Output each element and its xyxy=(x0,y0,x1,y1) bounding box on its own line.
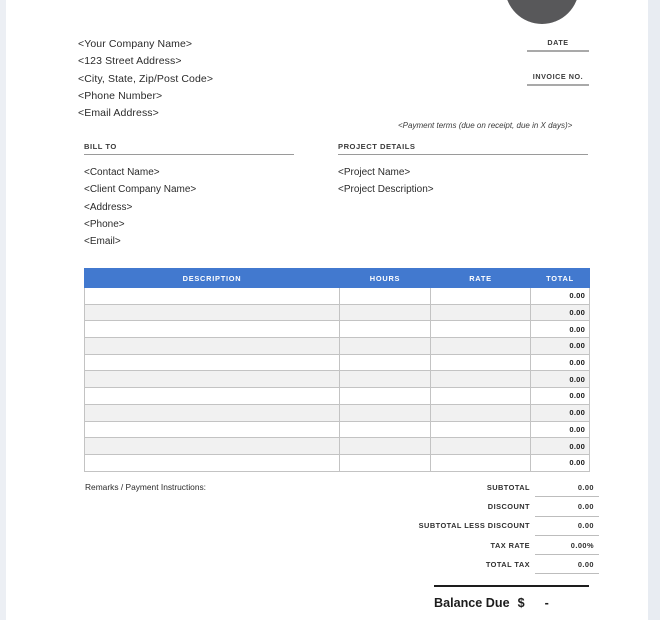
balance-due-row xyxy=(434,596,589,610)
line-item-hours[interactable] xyxy=(340,388,431,405)
balance-due-divider xyxy=(434,585,589,587)
bill-to-header: BILL TO xyxy=(84,142,117,151)
line-item-hours[interactable] xyxy=(340,338,431,355)
totals-label: SUBTOTAL xyxy=(486,482,530,492)
line-item-total[interactable]: 0.00 xyxy=(531,304,590,321)
invoice-number-label: INVOICE NO. xyxy=(532,72,584,81)
totals-row xyxy=(389,516,599,535)
line-item-rate[interactable] xyxy=(431,321,531,338)
line-item-total[interactable]: 0.00 xyxy=(531,371,590,388)
line-item-total[interactable]: 0.00 xyxy=(531,338,590,355)
line-item-total[interactable]: 0.00 xyxy=(531,388,590,405)
table-row xyxy=(85,438,590,455)
company-phone: <Phone Number> xyxy=(78,89,163,102)
company-street: <123 Street Address> xyxy=(78,55,182,68)
column-header-hours: HOURS xyxy=(340,269,431,288)
project-details-header: PROJECT DETAILS xyxy=(338,142,416,151)
line-item-rate[interactable] xyxy=(431,388,531,405)
line-item-total[interactable]: 0.00 xyxy=(531,321,590,338)
totals-label: TAX RATE xyxy=(490,540,530,550)
invoice-document xyxy=(6,0,648,620)
date-underline xyxy=(527,50,589,52)
totals-value[interactable]: 0.00 xyxy=(535,478,599,497)
payment-terms-text: <Payment terms (due on receipt, due in X days)> xyxy=(398,121,573,130)
line-item-description[interactable] xyxy=(85,338,340,355)
line-item-hours[interactable] xyxy=(340,438,431,455)
totals-row xyxy=(389,535,599,554)
table-row xyxy=(85,338,590,355)
line-item-total[interactable]: 0.00 xyxy=(531,438,590,455)
line-item-total[interactable]: 0.00 xyxy=(531,404,590,421)
line-item-description[interactable] xyxy=(85,288,340,305)
totals-row xyxy=(389,497,599,516)
line-item-rate[interactable] xyxy=(431,404,531,421)
table-row xyxy=(85,404,590,421)
project-details-divider xyxy=(338,154,588,155)
balance-due-value: - xyxy=(544,596,549,610)
bill-to-divider xyxy=(84,154,294,155)
table-row xyxy=(85,371,590,388)
column-header-description: DESCRIPTION xyxy=(85,269,340,288)
line-item-description[interactable] xyxy=(85,438,340,455)
company-logo-placeholder-icon xyxy=(505,0,579,24)
project-name: <Project Name> xyxy=(338,167,411,178)
balance-due-currency: $ xyxy=(517,596,525,610)
totals-value[interactable]: 0.00% xyxy=(535,535,599,554)
line-item-rate[interactable] xyxy=(431,304,531,321)
company-city-state-zip: <City, State, Zip/Post Code> xyxy=(78,72,214,85)
company-address-block xyxy=(78,36,213,122)
bill-to-client-company: <Client Company Name> xyxy=(84,184,197,196)
line-item-hours[interactable] xyxy=(340,421,431,438)
bill-to-contact-name: <Contact Name> xyxy=(84,167,160,178)
line-items-header-row xyxy=(85,269,590,288)
table-row xyxy=(85,421,590,438)
line-item-rate[interactable] xyxy=(431,354,531,371)
line-item-rate[interactable] xyxy=(431,371,531,388)
line-item-hours[interactable] xyxy=(340,321,431,338)
line-items-table xyxy=(84,268,590,472)
totals-row xyxy=(389,555,599,574)
company-name: <Your Company Name> xyxy=(78,38,193,50)
column-header-rate: RATE xyxy=(431,269,531,288)
line-item-description[interactable] xyxy=(85,421,340,438)
table-row xyxy=(85,388,590,405)
totals-table xyxy=(389,478,599,574)
line-item-rate[interactable] xyxy=(431,288,531,305)
project-description: <Project Description> xyxy=(338,184,434,196)
table-row xyxy=(85,304,590,321)
page-right-margin xyxy=(648,0,660,620)
line-item-rate[interactable] xyxy=(431,338,531,355)
bill-to-lines xyxy=(84,164,294,250)
totals-label: SUBTOTAL LESS DISCOUNT xyxy=(418,521,530,531)
line-item-description[interactable] xyxy=(85,454,340,471)
totals-row xyxy=(389,478,599,497)
totals-value[interactable]: 0.00 xyxy=(535,497,599,516)
line-item-hours[interactable] xyxy=(340,404,431,421)
project-details-lines xyxy=(338,164,588,199)
date-field[interactable] xyxy=(527,38,589,52)
line-item-total[interactable]: 0.00 xyxy=(531,354,590,371)
line-item-hours[interactable] xyxy=(340,288,431,305)
table-row xyxy=(85,321,590,338)
totals-value[interactable]: 0.00 xyxy=(535,516,599,535)
line-item-total[interactable]: 0.00 xyxy=(531,454,590,471)
bill-to-email: <Email> xyxy=(84,236,121,248)
line-item-description[interactable] xyxy=(85,388,340,405)
line-item-rate[interactable] xyxy=(431,438,531,455)
bill-to-section xyxy=(84,142,294,250)
totals-label: TOTAL TAX xyxy=(485,559,530,569)
line-item-description[interactable] xyxy=(85,304,340,321)
line-item-description[interactable] xyxy=(85,354,340,371)
line-item-rate[interactable] xyxy=(431,421,531,438)
project-details-section xyxy=(338,142,588,199)
totals-value[interactable]: 0.00 xyxy=(535,555,599,574)
line-item-hours[interactable] xyxy=(340,371,431,388)
date-label: DATE xyxy=(547,38,569,47)
bill-to-phone: <Phone> xyxy=(84,218,125,230)
line-item-hours[interactable] xyxy=(340,454,431,471)
line-item-description[interactable] xyxy=(85,321,340,338)
line-item-description[interactable] xyxy=(85,371,340,388)
invoice-number-underline xyxy=(527,84,589,86)
balance-due-label: Balance Due xyxy=(434,596,510,610)
line-item-total[interactable]: 0.00 xyxy=(531,421,590,438)
invoice-number-field[interactable] xyxy=(527,72,589,86)
line-item-total[interactable]: 0.00 xyxy=(531,288,590,305)
line-item-description[interactable] xyxy=(85,404,340,421)
table-row xyxy=(85,288,590,305)
table-row xyxy=(85,454,590,471)
remarks-label: Remarks / Payment Instructions: xyxy=(85,482,207,492)
line-item-hours[interactable] xyxy=(340,354,431,371)
line-item-hours[interactable] xyxy=(340,304,431,321)
column-header-total: TOTAL xyxy=(531,269,590,288)
table-row xyxy=(85,354,590,371)
bill-to-address: <Address> xyxy=(84,201,133,213)
company-email: <Email Address> xyxy=(78,107,159,120)
totals-label: DISCOUNT xyxy=(487,501,530,511)
line-item-rate[interactable] xyxy=(431,454,531,471)
